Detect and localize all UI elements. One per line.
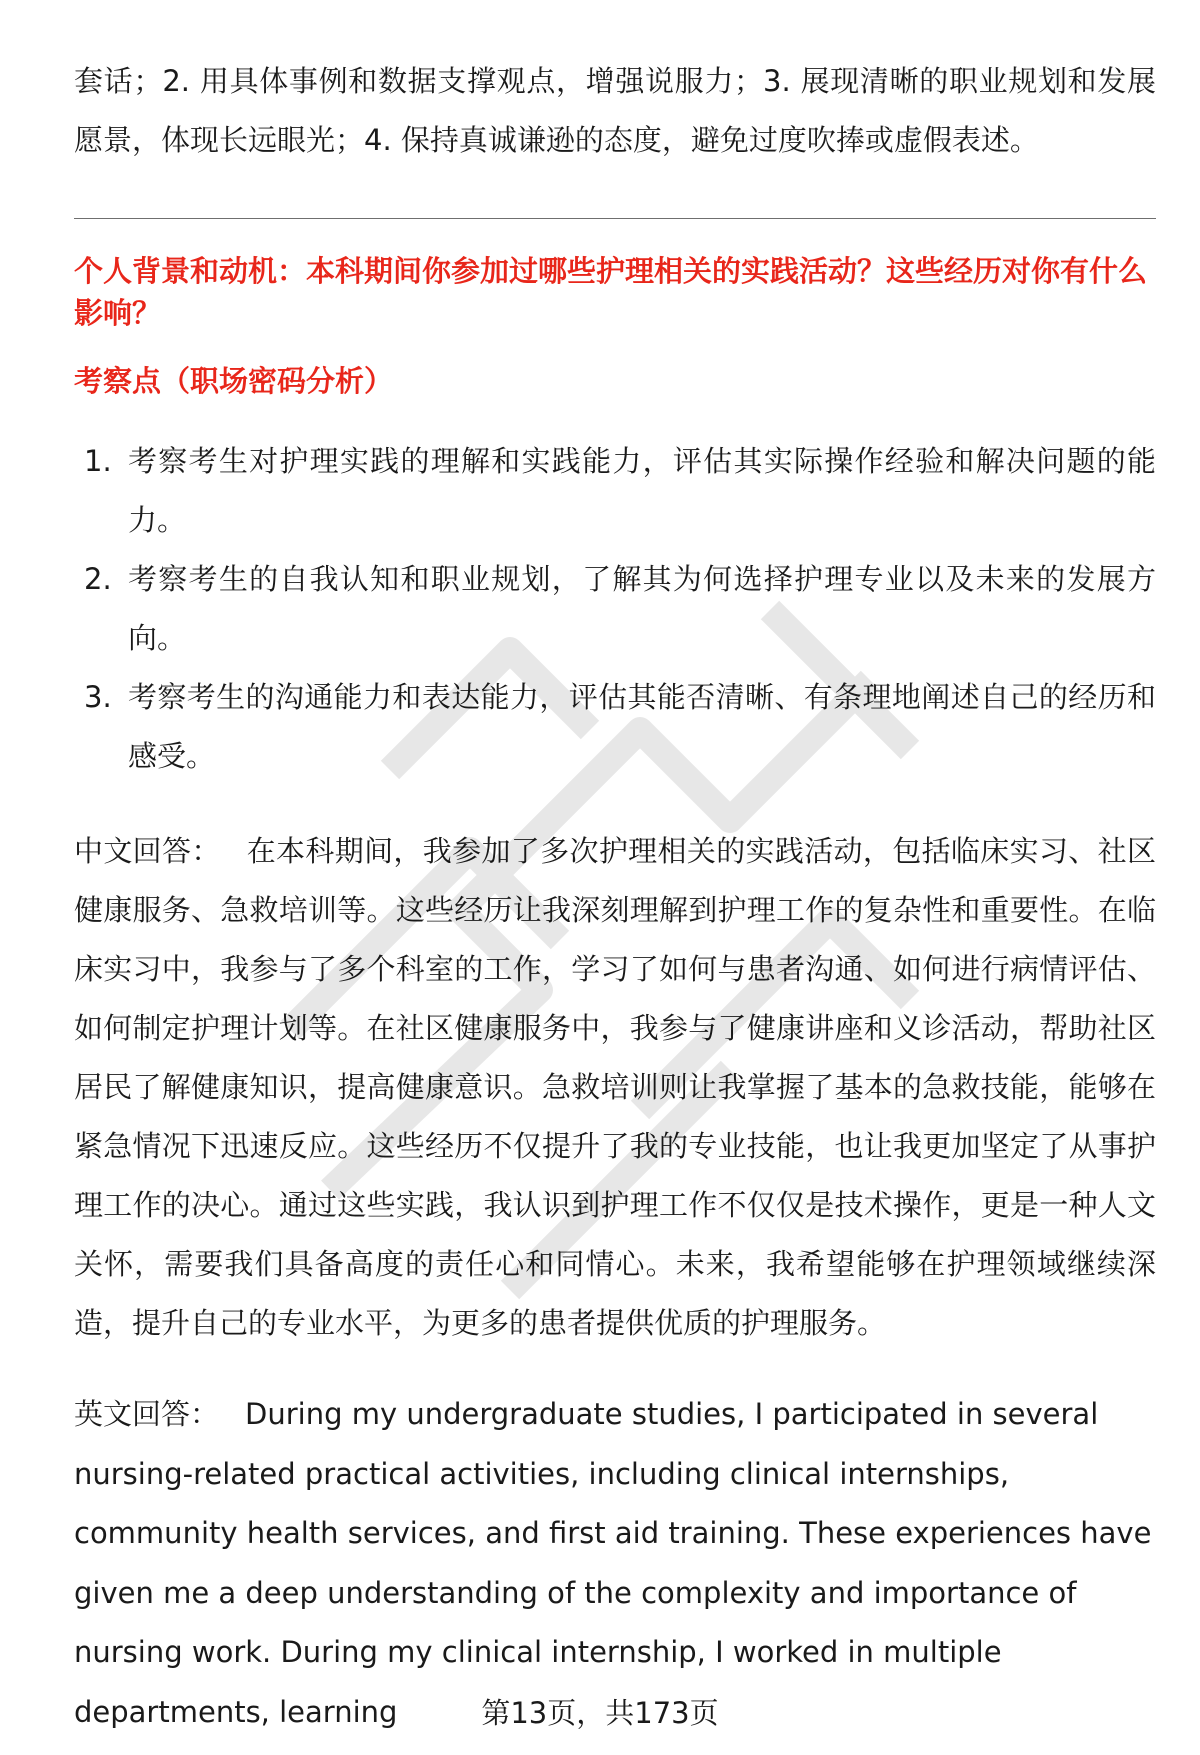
english-answer-label: 英文回答： <box>74 1397 220 1431</box>
section-divider <box>74 218 1156 219</box>
assessment-point <box>74 432 1156 550</box>
assessment-point <box>74 550 1156 668</box>
point-number: 3. <box>84 680 112 714</box>
question-title: 个人背景和动机：本科期间你参加过哪些护理相关的实践活动？这些经历对你有什么影响？ <box>74 254 1148 330</box>
page-footer: 第13页，共173页 <box>481 1696 719 1730</box>
point-text: 考察考生对护理实践的理解和实践能力，评估其实际操作经验和解决问题的能力。 <box>128 444 1156 537</box>
assessment-point <box>74 668 1156 786</box>
point-text: 考察考生的自我认知和职业规划，了解其为何选择护理专业以及未来的发展方向。 <box>128 562 1156 655</box>
assessment-heading: 考察点（职场密码分析） <box>74 364 394 398</box>
english-answer-text: During my undergraduate studies, I participated in several nursing-related practical activities, including clinical internships, community health services, and first aid training. These experiences have given me a deep understanding of the complexity and importance of nursing work. During my clinical internship, I worked in multiple departments, learning <box>74 1397 1152 1729</box>
english-answer-paragraph <box>74 1385 1156 1742</box>
intro-tail-paragraph: 套话；2. 用具体事例和数据支撑观点，增强说服力；3. 展现清晰的职业规划和发展愿景，体现长远眼光；4. 保持真诚谦逊的态度，避免过度吹捧或虚假表述。 <box>74 64 1156 157</box>
point-number: 2. <box>84 562 112 596</box>
chinese-answer-paragraph <box>74 822 1156 1353</box>
point-number: 1. <box>84 444 112 478</box>
chinese-answer-text: 在本科期间，我参加了多次护理相关的实践活动，包括临床实习、社区健康服务、急救培训等。这些经历让我深刻理解到护理工作的复杂性和重要性。在临床实习中，我参与了多个科室的工作，学习了如何与患者沟通、如何进行病情评估、如何制定护理计划等。在社区健康服务中，我参与了健康讲座和义诊活动，帮助社区居民了解健康知识，提高健康意识。急救培训则让我掌握了基本的急救技能，能够在紧急情况下迅速反应。这些经历不仅提升了我的专业技能，也让我更加坚定了从事护理工作的决心。通过这些实践，我认识到护理工作不仅仅是技术操作，更是一种人文关怀，需要我们具备高度的责任心和同情心。未来，我希望能够在护理领域继续深造，提升自己的专业水平，为更多的患者提供优质的护理服务。 <box>74 834 1156 1340</box>
chinese-answer-label: 中文回答： <box>74 834 221 868</box>
assessment-points-list <box>74 432 1156 786</box>
point-text: 考察考生的沟通能力和表达能力，评估其能否清晰、有条理地阐述自己的经历和感受。 <box>128 680 1156 773</box>
